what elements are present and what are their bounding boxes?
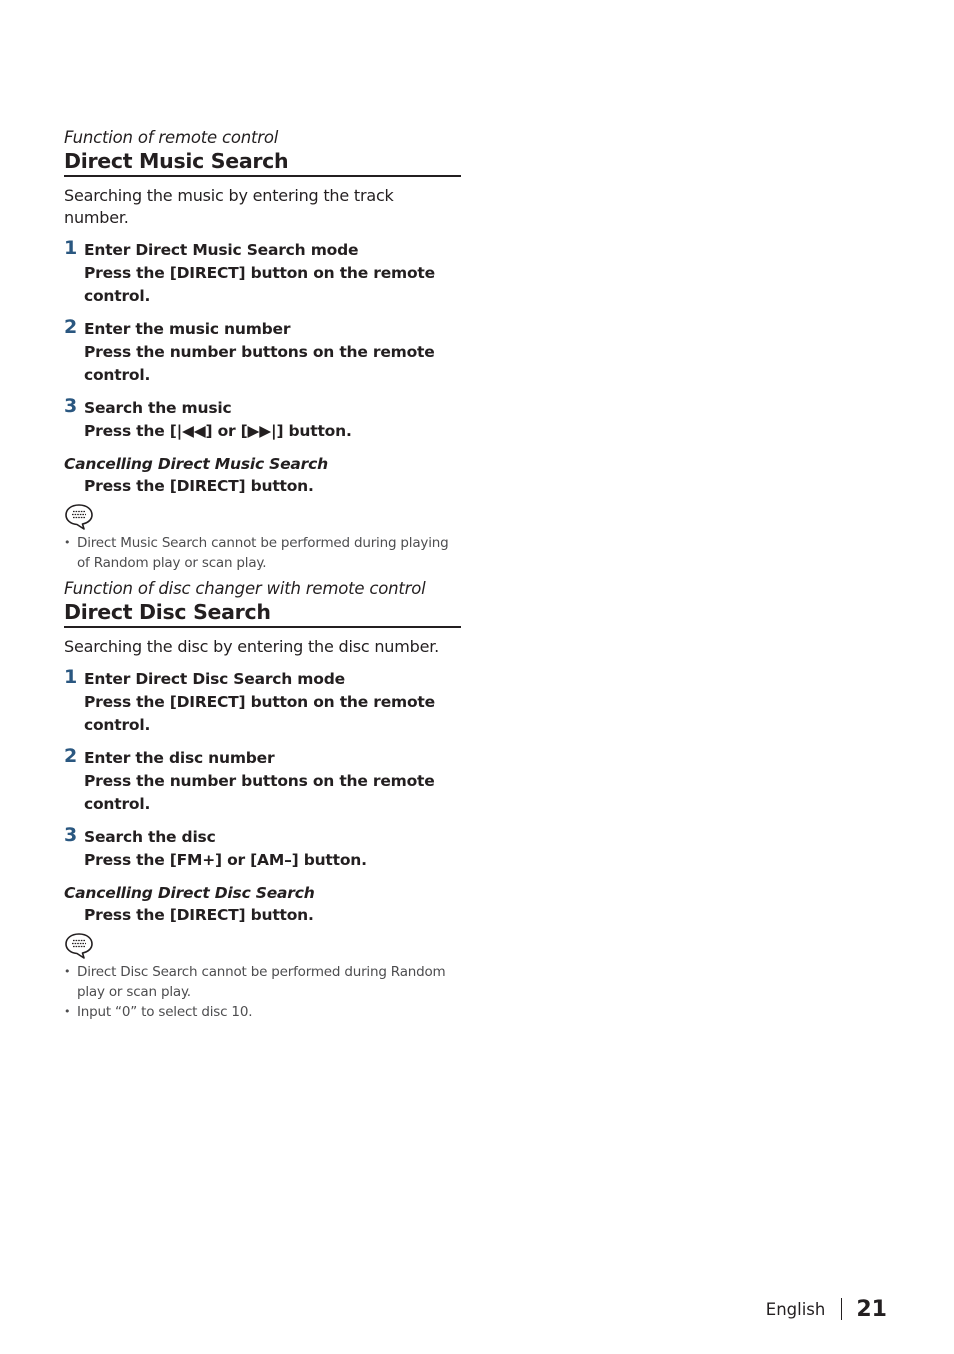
step-number: 3 [64, 824, 78, 846]
step-number: 1 [64, 237, 78, 259]
step-body: Press the [DIRECT] button on the remote control. [84, 693, 435, 734]
step-2 [64, 747, 461, 816]
footer-language: English [765, 1299, 826, 1319]
note-item: • Direct Disc Search cannot be performed during Random play or scan play. [64, 962, 461, 1002]
notes-list [64, 533, 461, 573]
step-body: Press the number buttons on the remote control. [84, 343, 435, 384]
section-intro: Searching the disc by entering the disc number. [64, 637, 440, 656]
section-title: Direct Disc Search [64, 599, 461, 628]
step-3 [64, 397, 461, 443]
step-1 [64, 239, 461, 308]
notes-list [64, 962, 461, 1022]
note-speech-bubble-icon [64, 932, 94, 960]
section-direct-disc-search [64, 578, 461, 1022]
page-number: 21 [856, 1296, 887, 1322]
cancel-heading: Cancelling Direct Music Search [64, 455, 328, 473]
step-number: 1 [64, 666, 78, 688]
cancel-body: Press the [DIRECT] button. [84, 477, 314, 495]
section-title: Direct Music Search [64, 148, 461, 177]
step-body: Press the [DIRECT] button on the remote control. [84, 264, 435, 305]
step-number: 3 [64, 395, 78, 417]
section-direct-music-search [64, 127, 461, 573]
step-3 [64, 826, 461, 872]
step-number: 2 [64, 745, 78, 767]
step-heading: Enter Direct Disc Search mode [84, 670, 345, 688]
cancel-heading: Cancelling Direct Disc Search [64, 884, 315, 902]
step-heading: Enter the music number [84, 320, 291, 338]
section-kicker: Function of disc changer with remote control [64, 579, 426, 598]
cancel-body: Press the [DIRECT] button. [84, 906, 314, 924]
step-1 [64, 668, 461, 737]
step-2 [64, 318, 461, 387]
step-body: Press the [FM+] or [AM–] button. [84, 851, 367, 869]
section-intro: Searching the music by entering the track number. [64, 186, 394, 227]
note-speech-bubble-icon [64, 503, 94, 531]
page-footer [766, 1294, 887, 1324]
footer-divider [841, 1298, 842, 1320]
step-body: Press the number buttons on the remote control. [84, 772, 435, 813]
step-body: Press the [|◀◀] or [▶▶|] button. [84, 422, 352, 440]
step-heading: Enter the disc number [84, 749, 275, 767]
step-number: 2 [64, 316, 78, 338]
step-heading: Search the disc [84, 828, 216, 846]
step-heading: Enter Direct Music Search mode [84, 241, 359, 259]
step-heading: Search the music [84, 399, 232, 417]
note-item: • Direct Music Search cannot be performed during playing of Random play or scan play. [64, 533, 461, 573]
note-item: • Input “0” to select disc 10. [64, 1002, 461, 1022]
section-kicker: Function of remote control [64, 128, 279, 147]
